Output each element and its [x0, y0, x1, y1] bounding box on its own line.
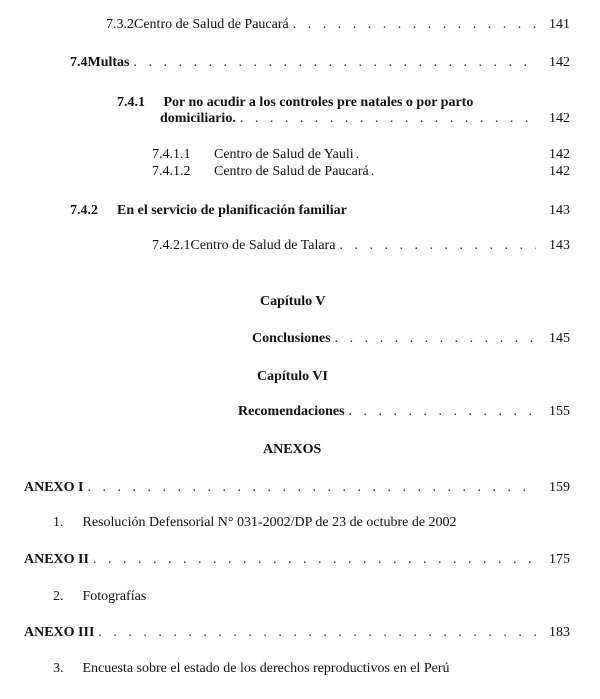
- entry-number: 7.3.2: [106, 17, 134, 32]
- dot-leader: [240, 110, 536, 128]
- dot-leader: [371, 163, 381, 181]
- toc-entry-7-4-1-1: [152, 146, 570, 164]
- annex-item-2: [53, 588, 146, 606]
- entry-title: Centro de Salud de Paucará: [214, 164, 369, 179]
- entry-page: 142: [549, 164, 570, 179]
- entry-title: ANEXO III: [24, 625, 95, 640]
- toc-entry-anexo-iii: [24, 624, 570, 642]
- entry-page: 145: [549, 331, 570, 346]
- item-title: Encuesta sobre el estado de los derechos reproductivos en el Perú: [82, 661, 450, 676]
- annex-item-3: [53, 660, 450, 678]
- entry-title: Centro de Salud de Talara: [190, 238, 336, 253]
- dot-leader: [335, 330, 536, 348]
- entry-number: 7.4: [70, 55, 88, 70]
- entry-page: 183: [549, 625, 570, 640]
- entry-page: 142: [549, 55, 570, 70]
- entry-page: 175: [549, 552, 570, 567]
- entry-title: Centro de Salud de Yauli: [214, 147, 354, 162]
- item-title: Resolución Defensorial N° 031-2002/DP de 23 de octubre de 2002: [82, 515, 457, 530]
- entry-title: Multas: [87, 55, 130, 70]
- entry-number: 7.4.2: [70, 203, 98, 218]
- annexes-heading: ANEXOS: [263, 442, 322, 457]
- entry-title: ANEXO I: [24, 480, 84, 495]
- item-title: Fotografías: [82, 589, 147, 604]
- toc-entry-anexo-ii: [24, 551, 570, 569]
- toc-entry-anexo-i: [24, 479, 570, 497]
- item-number: 1.: [53, 515, 64, 530]
- item-number: 3.: [53, 661, 64, 676]
- toc-entry-conclusiones: [252, 330, 570, 348]
- entry-number: 7.4.1: [117, 95, 145, 110]
- entry-number: 7.4.1.1: [152, 147, 191, 162]
- entry-title: ANEXO II: [24, 552, 89, 567]
- entry-page: 141: [549, 17, 570, 32]
- chapter-5-heading: Capítulo V: [260, 294, 326, 309]
- toc-entry-recomendaciones: [238, 403, 570, 421]
- dot-leader: [88, 479, 536, 497]
- toc-entry-7-4-2: [70, 202, 570, 220]
- toc-entry-7-3-2: [106, 16, 570, 34]
- dot-leader: [93, 551, 536, 569]
- dot-leader: [134, 54, 537, 72]
- toc-entry-7-4-1-2: [152, 163, 570, 181]
- entry-title: Conclusiones: [252, 331, 331, 346]
- entry-title: Por no acudir a los controles pre natales o por parto: [163, 95, 474, 110]
- entry-page: 143: [549, 203, 570, 218]
- dot-leader: [339, 237, 536, 255]
- toc-entry-7-4-1-line2: [160, 110, 570, 128]
- entry-page: 143: [549, 238, 570, 253]
- chapter-6-heading: Capítulo VI: [257, 369, 328, 384]
- entry-number: 7.4.2.1: [152, 238, 191, 253]
- dot-leader: [356, 146, 366, 164]
- entry-number: 7.4.1.2: [152, 164, 191, 179]
- entry-page: 142: [549, 111, 570, 126]
- entry-title-continued: domiciliario.: [160, 111, 236, 126]
- dot-leader: [349, 403, 536, 421]
- entry-page: 142: [549, 147, 570, 162]
- entry-title: En el servicio de planificación familiar: [117, 203, 347, 218]
- toc-entry-7-4: [70, 54, 570, 72]
- dot-leader: [98, 624, 536, 642]
- item-number: 2.: [53, 589, 64, 604]
- annex-item-1: [53, 514, 457, 532]
- entry-title: Recomendaciones: [238, 404, 345, 419]
- entry-page: 155: [549, 404, 570, 419]
- entry-page: 159: [549, 480, 570, 495]
- toc-entry-7-4-2-1: [152, 237, 570, 255]
- entry-title: Centro de Salud de Paucará: [134, 17, 289, 32]
- dot-leader: [293, 16, 536, 34]
